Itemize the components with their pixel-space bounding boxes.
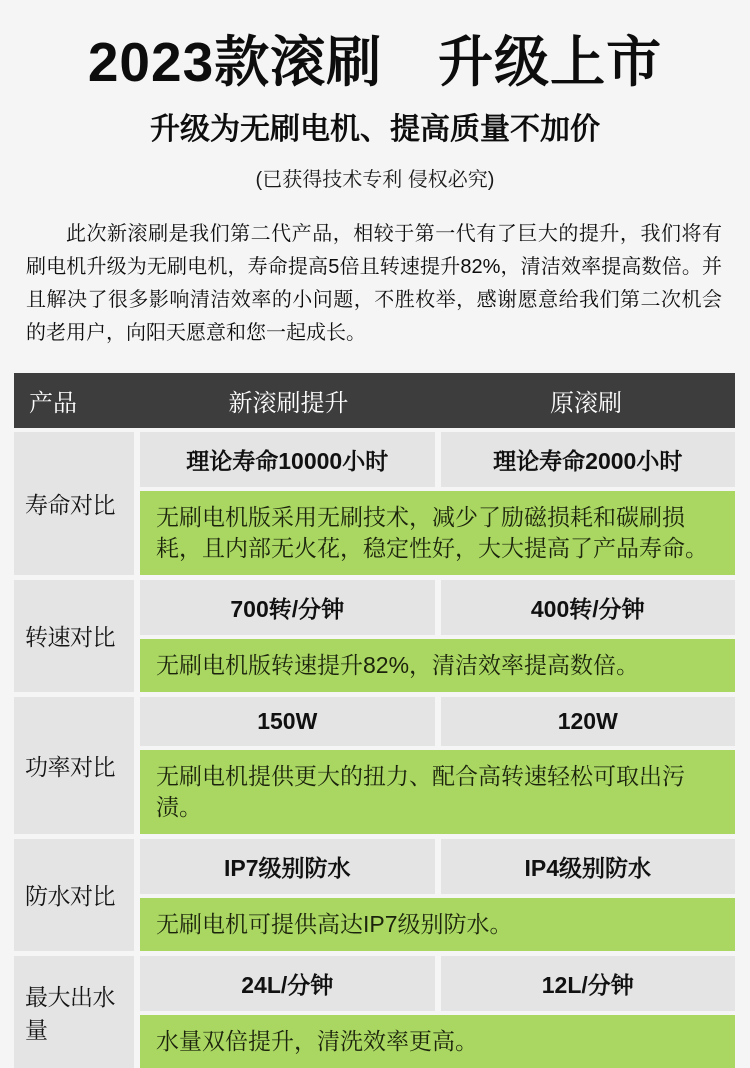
patent-note: (已获得技术专利 侵权必究) [255, 168, 495, 191]
old-value-cell: 400转/分钟 [441, 580, 736, 635]
new-value-cell: 理论寿命10000小时 [140, 432, 435, 487]
table-row-speed [14, 580, 735, 692]
row-label: 功率对比 [14, 697, 134, 834]
new-value-cell: IP7级别防水 [140, 839, 435, 894]
old-value-cell: 理论寿命2000小时 [441, 432, 736, 487]
row-note: 无刷电机版转速提升82%，清洁效率提高数倍。 [140, 639, 735, 692]
row-note: 无刷电机可提供高达IP7级别防水。 [140, 898, 735, 951]
row-label: 最大出水量 [14, 956, 134, 1068]
page-title: 2023款滚刷 升级上市 [87, 31, 663, 93]
row-label: 转速对比 [14, 580, 134, 692]
header-product: 产品 [29, 389, 77, 417]
row-note: 水量双倍提升，清洗效率更高。 [140, 1015, 735, 1068]
row-note: 无刷电机提供更大的扭力、配合高转速轻松可取出污渍。 [140, 750, 735, 834]
table-row-waterproof [14, 839, 735, 951]
table-row-lifespan [14, 432, 735, 575]
table-row-waterflow [14, 956, 735, 1068]
table-row-power [14, 697, 735, 834]
header-old-brush: 原滚刷 [550, 389, 622, 417]
new-value-cell: 24L/分钟 [140, 956, 435, 1011]
old-value-cell: 12L/分钟 [441, 956, 736, 1011]
row-note: 无刷电机版采用无刷技术，减少了励磁损耗和碳刷损耗，且内部无火花，稳定性好，大大提高了产品寿命。 [140, 491, 735, 575]
new-value-cell: 700转/分钟 [140, 580, 435, 635]
new-value-cell: 150W [140, 697, 435, 746]
comparison-table [14, 373, 735, 1068]
old-value-cell: 120W [441, 697, 736, 746]
header-new-brush: 新滚刷提升 [228, 389, 349, 417]
intro-paragraph: 此次新滚刷是我们第二代产品，相较于第一代有了巨大的提升，我们将有刷电机升级为无刷电机，寿命提高5倍且转速提升82%，清洁效率提高数倍。并且解决了很多影响清洁效率的小问题，不胜枚举，感谢愿意给我们第二次机会的老用户，向阳天愿意和您一起成长。 [26, 222, 722, 344]
old-value-cell: IP4级别防水 [441, 839, 736, 894]
table-header-row [14, 373, 735, 428]
row-label: 寿命对比 [14, 432, 134, 575]
row-label: 防水对比 [14, 839, 134, 951]
page-subtitle: 升级为无刷电机、提高质量不加价 [150, 112, 600, 146]
